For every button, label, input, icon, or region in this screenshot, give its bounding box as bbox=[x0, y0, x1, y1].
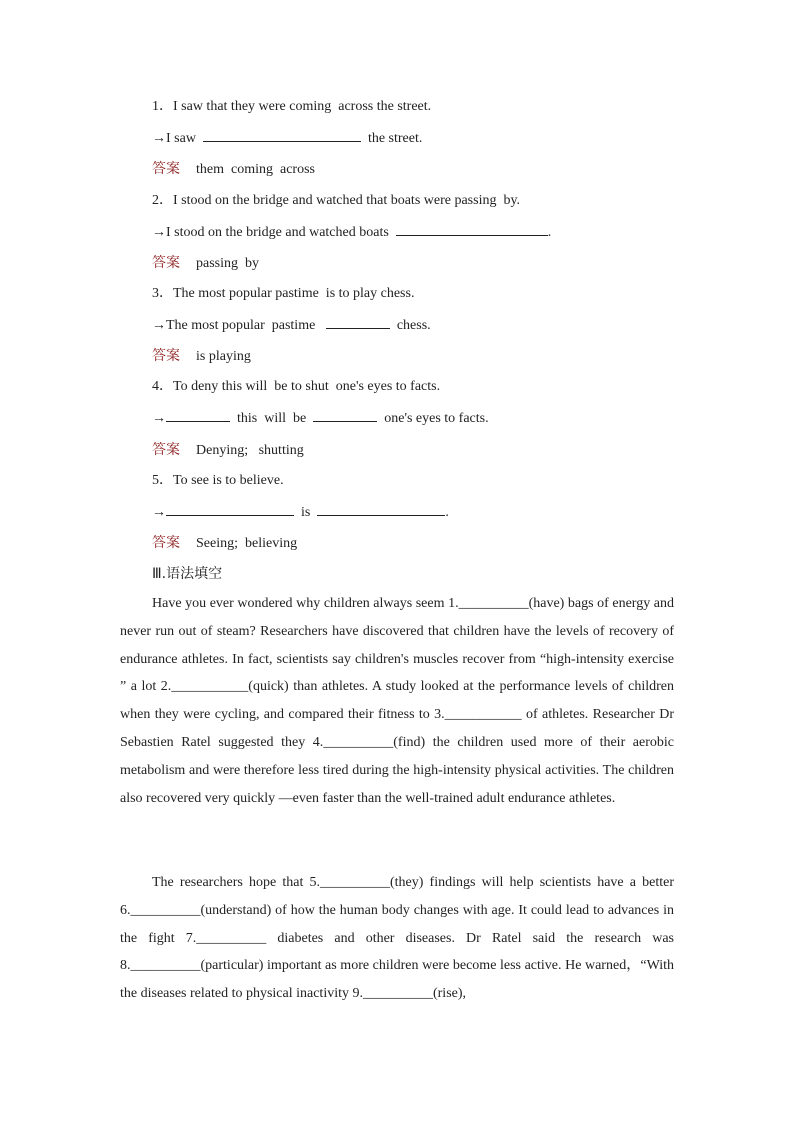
question-2: 2．I stood on the bridge and watched that boats were passing by. bbox=[152, 193, 521, 208]
answer-4 bbox=[152, 441, 304, 460]
blank bbox=[313, 409, 377, 422]
transform-3 bbox=[152, 316, 431, 335]
transform-5-text: is bbox=[294, 505, 318, 520]
answer-label: 答案 bbox=[152, 535, 180, 551]
answer-2 bbox=[152, 254, 259, 273]
transform-2-text: . bbox=[547, 225, 552, 240]
transform-4 bbox=[152, 409, 489, 428]
blank bbox=[396, 223, 548, 236]
transform-5-text: → bbox=[152, 505, 166, 520]
transform-5-text: . bbox=[445, 505, 449, 520]
transform-1 bbox=[152, 129, 422, 148]
section-heading: Ⅲ.语法填空 bbox=[152, 566, 223, 582]
answer-label: 答案 bbox=[152, 161, 180, 177]
answer-label: 答案 bbox=[152, 255, 180, 271]
transform-1-text: →I saw bbox=[152, 131, 203, 146]
question-5: 5．To see is to believe. bbox=[152, 473, 284, 488]
answer-text: Denying; shutting bbox=[196, 443, 304, 458]
transform-4-text: this will be bbox=[230, 411, 314, 426]
blank bbox=[326, 316, 390, 329]
blank bbox=[317, 503, 445, 516]
transform-4-text: → bbox=[152, 411, 166, 426]
answer-text: Seeing; believing bbox=[196, 536, 298, 551]
transform-4-text: one's eyes to facts. bbox=[377, 411, 489, 426]
passage-paragraph-1: Have you ever wondered why children always seem 1.__________(have) bags of energy and never run out of steam? Researchers have discovered that children have the levels of recovery of endurance athletes. In fact, scientists say children's muscles recover from “high-intensity exercise ” a lot 2.___________(quick) than athletes. A study looked at the performance levels of children when they were cycling, and compared their fitness to 3.___________ of athletes. Researcher Dr Sebastien Ratel suggested they 4.__________(find) the children used more of their aerobic metabolism and were therefore less tired during the high-intensity physical activities. The children also recovered very quickly —even faster than the well-trained adult endurance athletes. bbox=[120, 596, 674, 806]
transform-2 bbox=[152, 223, 551, 242]
transform-3-text: →The most popular pastime bbox=[152, 318, 326, 333]
passage-paragraph-2: The researchers hope that 5.__________(they) findings will help scientists have a better 6.__________(understand) of how the human body changes with age. It could lead to advances in the fight 7.__________ diabetes and other diseases. Dr Ratel said the research was 8.__________(particular) important as more children were become less active. He warned，“With the diseases related to physical inactivity 9.__________(rise), bbox=[120, 875, 674, 1002]
blank bbox=[203, 129, 361, 142]
transform-1-text: the street. bbox=[360, 131, 423, 146]
question-3: 3．The most popular pastime is to play chess. bbox=[152, 286, 415, 301]
answer-text: is playing bbox=[196, 349, 251, 364]
answer-text: passing by bbox=[196, 256, 259, 271]
answer-5 bbox=[152, 534, 297, 553]
transform-2-text: →I stood on the bridge and watched boats bbox=[152, 225, 396, 240]
answer-3 bbox=[152, 347, 251, 366]
transform-5 bbox=[152, 503, 449, 522]
question-1: 1．I saw that they were coming across the street. bbox=[152, 99, 432, 114]
answer-1 bbox=[152, 160, 315, 179]
answer-text: them coming across bbox=[196, 162, 315, 177]
question-4: 4．To deny this will be to shut one's eyes to facts. bbox=[152, 379, 441, 394]
answer-label: 答案 bbox=[152, 442, 180, 458]
blank bbox=[166, 409, 230, 422]
blank bbox=[166, 503, 294, 516]
answer-label: 答案 bbox=[152, 348, 180, 364]
transform-3-text: chess. bbox=[389, 318, 431, 333]
